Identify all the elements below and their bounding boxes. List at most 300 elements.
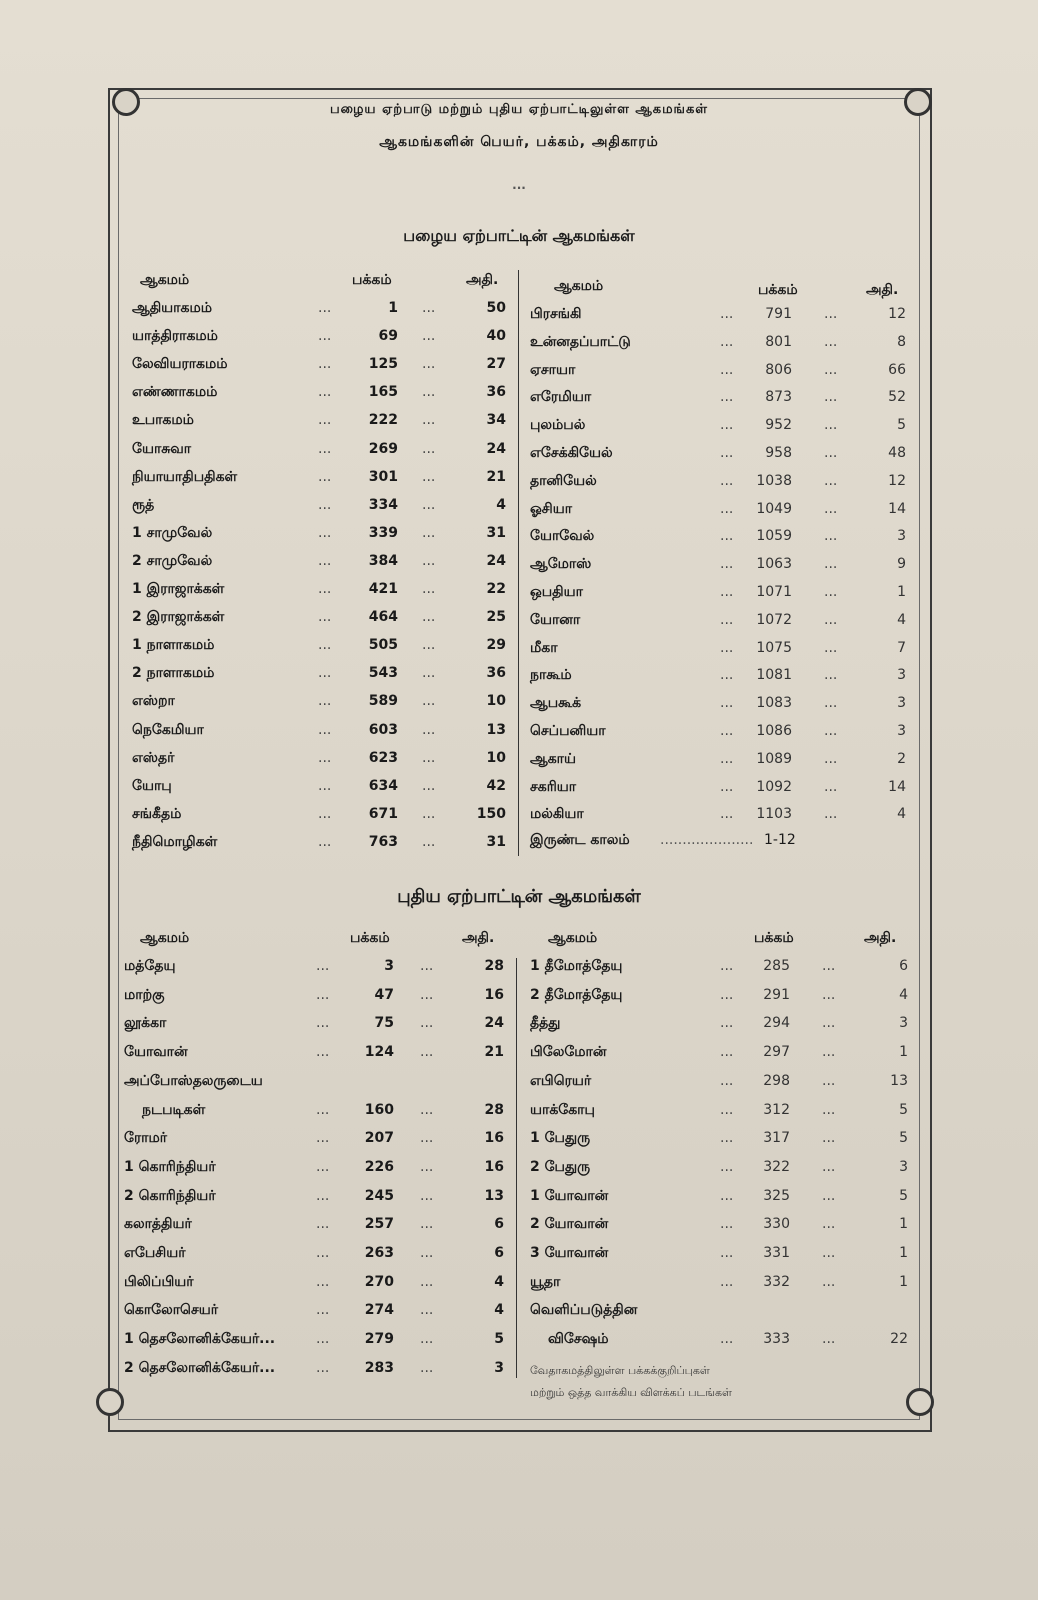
nt-left-row — [124, 1360, 510, 1386]
book-name: 1 கொரிந்தியர் — [124, 1158, 216, 1175]
ot-left-row — [132, 722, 512, 748]
ot-right-row — [530, 306, 910, 332]
dot-leader: ... — [720, 417, 734, 434]
chapter-count: 1 — [899, 1245, 908, 1261]
chapter-count: 31 — [486, 524, 506, 541]
nt-note-line-1: வேதாகமத்திலுள்ள பக்கக்குறிப்புகள் — [530, 1364, 710, 1377]
chapter-count: 24 — [484, 1015, 504, 1032]
page-number: 1103 — [756, 806, 792, 823]
nt-right-row — [530, 987, 910, 1013]
page-number: 331 — [763, 1245, 790, 1261]
heading-line-2: ஆகமங்களின் பெயர், பக்கம், அதிகாரம் — [379, 134, 659, 150]
chapter-count: 3 — [897, 667, 906, 684]
chapter-count: 16 — [484, 986, 504, 1003]
dot-leader: ... — [316, 1359, 330, 1376]
dot-leader: ... — [316, 986, 330, 1003]
dot-leader: ... — [316, 1187, 330, 1204]
page-number: 1049 — [756, 500, 792, 517]
dot-leader: ... — [824, 472, 838, 489]
dot-leader: ... — [824, 528, 838, 545]
page-number: 322 — [763, 1158, 790, 1175]
ot-left-row — [132, 497, 512, 523]
book-name: ஏசாயா — [530, 361, 576, 378]
page-number: 301 — [368, 468, 398, 485]
chapter-count: 3 — [897, 723, 906, 739]
book-name: ஒபதியா — [530, 584, 583, 600]
dot-leader: ... — [422, 721, 436, 738]
dot-leader: ... — [316, 1101, 330, 1118]
page-number: 873 — [765, 389, 792, 406]
dot-leader: ... — [316, 958, 330, 974]
chapter-count: 5 — [899, 1101, 908, 1118]
ot-left-row — [132, 806, 512, 832]
dot-leader: ... — [720, 1158, 734, 1175]
ot-right-row — [530, 528, 910, 554]
dot-leader: ... — [822, 958, 836, 974]
nt-right-row — [530, 1130, 910, 1156]
dot-leader: ... — [316, 1044, 330, 1061]
dot-leader: ... — [420, 986, 434, 1003]
page-number: 1 — [388, 300, 398, 316]
chapter-count: 3 — [494, 1359, 504, 1376]
dot-leader: ... — [318, 524, 332, 541]
ot-left-row — [132, 581, 512, 607]
dot-leader: ... — [720, 1245, 734, 1261]
nt-right-row — [530, 1159, 910, 1185]
new-testament-title: புதிய ஏற்பாட்டின் ஆகமங்கள் — [397, 886, 641, 907]
page-number: 332 — [763, 1273, 790, 1290]
chapter-count: 28 — [484, 958, 504, 974]
dot-leader: ... — [318, 693, 332, 710]
chapter-count: 21 — [484, 1044, 504, 1061]
page-number: 330 — [763, 1216, 790, 1233]
dot-leader: ... — [822, 1044, 836, 1061]
chapter-count: 52 — [888, 389, 906, 406]
page-number: 334 — [368, 496, 398, 513]
dot-leader: ... — [824, 778, 838, 795]
dot-leader: ... — [824, 584, 838, 600]
chapter-count: 9 — [897, 556, 906, 573]
nt-left-row — [124, 1130, 510, 1156]
dot-leader: ... — [318, 777, 332, 794]
dot-leader: ... — [824, 389, 838, 406]
chapter-count: 40 — [486, 328, 506, 345]
ot-left-row — [132, 637, 512, 663]
dot-leader: ... — [822, 1245, 836, 1261]
chapter-count: 6 — [494, 1216, 504, 1233]
page-number: 603 — [368, 721, 398, 738]
nt-right-row — [530, 1015, 910, 1041]
dot-leader: ... — [420, 1359, 434, 1376]
page-number: 505 — [368, 637, 398, 654]
dot-leader: ... — [318, 609, 332, 626]
chapter-count: 29 — [486, 637, 506, 654]
dot-leader: ... — [720, 1130, 734, 1147]
book-name: எண்ணாகமம் — [132, 384, 218, 401]
ot-left-row — [132, 384, 512, 410]
chapter-count: 14 — [888, 778, 906, 795]
page-number: 283 — [364, 1359, 394, 1376]
page-number: 1059 — [756, 528, 792, 545]
chapter-count: 25 — [486, 609, 506, 626]
book-name: புலம்பல் — [530, 417, 586, 434]
page-number: 543 — [368, 665, 398, 682]
book-name: எபேசியர் — [124, 1245, 186, 1261]
chapter-count: 27 — [486, 356, 506, 373]
dot-leader: ... — [824, 306, 838, 322]
ot-right-row — [530, 584, 910, 610]
dot-leader: ... — [318, 749, 332, 766]
dot-leader: ... — [318, 384, 332, 401]
page-number: 1071 — [756, 584, 792, 600]
dot-leader: ... — [420, 1273, 434, 1290]
chapter-count: 4 — [496, 496, 506, 513]
dot-leader: ... — [422, 496, 436, 513]
chapter-count: 1 — [899, 1273, 908, 1290]
dot-leader: ... — [720, 1072, 734, 1089]
dot-leader: ... — [822, 1130, 836, 1147]
ot-left-row — [132, 356, 512, 382]
chapter-count: 21 — [486, 468, 506, 485]
nt-left-header-chapter: அதி. — [462, 930, 495, 946]
ot-right-row — [530, 501, 910, 527]
ot-left-row — [132, 693, 512, 719]
dot-leader: ... — [422, 328, 436, 345]
dot-leader: ... — [720, 986, 734, 1003]
chapter-count: 3 — [897, 528, 906, 545]
dot-leader: ... — [318, 328, 332, 345]
book-name: நடபடிகள் — [142, 1101, 206, 1118]
chapter-count: 42 — [486, 777, 506, 794]
page-number: 47 — [374, 986, 394, 1003]
chapter-count: 4 — [897, 611, 906, 628]
page-number: 274 — [364, 1302, 394, 1319]
dot-leader: ... — [822, 1273, 836, 1290]
nt-right-row — [530, 1302, 910, 1328]
page-number: 325 — [763, 1187, 790, 1204]
ot-right-row — [530, 779, 910, 805]
page-number: 952 — [765, 417, 792, 434]
page-number: 1092 — [756, 778, 792, 795]
page-number: 806 — [765, 361, 792, 378]
dot-leader: ... — [822, 1101, 836, 1118]
dot-leader: ... — [422, 637, 436, 654]
ot-left-row — [132, 750, 512, 776]
dot-leader: ... — [422, 384, 436, 401]
page-number: 160 — [364, 1101, 394, 1118]
page-number: 312 — [763, 1101, 790, 1118]
page-number: 339 — [368, 524, 398, 541]
book-name: கொலோசெயர் — [124, 1302, 219, 1319]
dot-leader: ... — [720, 695, 734, 712]
book-name: யூதா — [530, 1273, 561, 1290]
dot-leader: ... — [420, 1245, 434, 1261]
chapter-count: 12 — [888, 306, 906, 322]
dot-leader: ... — [422, 300, 436, 316]
nt-left-row — [124, 1102, 510, 1128]
page-number: 207 — [364, 1130, 394, 1147]
dot-leader: ... — [720, 958, 734, 974]
page-number: 671 — [368, 805, 398, 822]
dot-leader: ... — [422, 581, 436, 597]
nt-right-row — [530, 1073, 910, 1099]
dot-leader: ... — [720, 1331, 734, 1348]
nt-left-header-book: ஆகமம் — [140, 930, 190, 946]
chapter-count: 4 — [897, 806, 906, 823]
dot-leader: ... — [822, 1216, 836, 1233]
chapter-count: 6 — [494, 1245, 504, 1261]
chapter-count: 4 — [494, 1302, 504, 1319]
book-name: 1 இராஜாக்கள் — [132, 581, 225, 597]
nt-left-row — [124, 1216, 510, 1242]
dot-leader: ... — [420, 958, 434, 974]
dot-leader: ... — [316, 1130, 330, 1147]
dot-leader: ... — [822, 1158, 836, 1175]
ot-left-row — [132, 553, 512, 579]
book-name: செப்பனியா — [530, 723, 606, 739]
dot-leader: ... — [422, 440, 436, 457]
nt-left-row — [124, 1245, 510, 1271]
dot-leader: ... — [824, 723, 838, 739]
book-name: ஓசியா — [530, 500, 573, 517]
dot-leader: ... — [318, 468, 332, 485]
dot-leader: ... — [318, 412, 332, 429]
page-number: 165 — [368, 384, 398, 401]
page-number: 1086 — [756, 723, 792, 739]
chapter-count: 3 — [899, 1015, 908, 1032]
book-name: 2 கொரிந்தியர் — [124, 1187, 216, 1204]
ot-left-row — [132, 665, 512, 691]
page-number: 257 — [364, 1216, 394, 1233]
dot-leader: ... — [318, 496, 332, 513]
page-number: 1063 — [756, 556, 792, 573]
page-number: 3 — [384, 958, 394, 974]
book-name: யாக்கோபு — [530, 1101, 595, 1118]
ot-left-header-page: பக்கம் — [352, 272, 392, 288]
ot-left-row — [132, 609, 512, 635]
chapter-count: 1 — [899, 1216, 908, 1233]
dot-leader: ... — [824, 445, 838, 461]
dot-leader: ... — [822, 1331, 836, 1348]
chapter-count: 28 — [484, 1101, 504, 1118]
book-name: ரோமர் — [124, 1130, 168, 1147]
heading-separator: ... — [512, 178, 526, 192]
dot-leader: ... — [720, 556, 734, 573]
chapter-count: 1 — [899, 1044, 908, 1061]
book-name: பிலேமோன் — [530, 1044, 607, 1061]
old-testament-title: பழைய ஏற்பாட்டின் ஆகமங்கள் — [403, 226, 635, 245]
nt-right-row — [530, 1216, 910, 1242]
chapter-count: 3 — [899, 1158, 908, 1175]
dot-leader: ... — [420, 1187, 434, 1204]
book-name: லேவியராகமம் — [132, 356, 228, 373]
ot-right-row — [530, 556, 910, 582]
nt-left-row — [124, 1188, 510, 1214]
dot-leader: ... — [720, 306, 734, 322]
chapter-count: 5 — [494, 1331, 504, 1348]
book-name: தீத்து — [530, 1015, 561, 1032]
nt-right-header-page: பக்கம் — [754, 930, 794, 946]
page-number: 464 — [368, 609, 398, 626]
book-name: யோவேல் — [530, 528, 595, 545]
dot-leader: ... — [720, 723, 734, 739]
dot-leader: ... — [824, 667, 838, 684]
dot-leader: ... — [822, 1187, 836, 1204]
book-name: ஆபகூக் — [530, 695, 582, 712]
nt-left-row — [124, 958, 510, 984]
nt-left-row — [124, 1302, 510, 1328]
book-name: ஆமோஸ் — [530, 556, 592, 573]
book-name: எபிரெயர் — [530, 1072, 592, 1089]
book-name: தானியேல் — [530, 472, 597, 489]
chapter-count: 13 — [890, 1072, 908, 1089]
ot-right-row — [530, 806, 910, 832]
chapter-count: 10 — [486, 749, 506, 766]
book-name: 1 சாமுவேல் — [132, 524, 213, 541]
dot-leader: ... — [824, 639, 838, 656]
chapter-count: 36 — [486, 384, 506, 401]
page-number: 69 — [378, 328, 398, 345]
chapter-count: 6 — [899, 958, 908, 974]
page-number: 279 — [364, 1331, 394, 1348]
page-number: 634 — [368, 777, 398, 794]
chapter-count: 13 — [486, 721, 506, 738]
book-name: 2 யோவான் — [530, 1216, 609, 1233]
page-number: 317 — [763, 1130, 790, 1147]
dot-leader: ... — [318, 552, 332, 569]
page-number: 1081 — [756, 667, 792, 684]
nt-right-header-chapter: அதி. — [864, 930, 897, 946]
book-name: எரேமியா — [530, 389, 592, 406]
ot-column-divider — [518, 270, 519, 856]
dot-leader: ... — [824, 556, 838, 573]
book-name: மல்கியா — [530, 806, 584, 823]
book-name: 2 தெசலோனிக்கேயர்... — [124, 1359, 276, 1376]
ot-right-row — [530, 445, 910, 471]
dot-leader: ... — [720, 1015, 734, 1032]
book-name: எஸ்றா — [132, 693, 175, 710]
dot-leader: ... — [822, 1015, 836, 1032]
ot-left-row — [132, 441, 512, 467]
chapter-count: 50 — [486, 300, 506, 316]
book-name: எஸ்தர் — [132, 749, 175, 766]
book-name: ரூத் — [132, 496, 155, 513]
page-number: 1089 — [756, 750, 792, 767]
book-name: 2 இராஜாக்கள் — [132, 609, 225, 626]
ot-right-row — [530, 612, 910, 638]
ot-footer-value: 1-12 — [764, 832, 796, 848]
ot-right-header-chapter: அதி. — [866, 282, 899, 298]
page-number: 226 — [364, 1158, 394, 1175]
page-number: 1072 — [756, 611, 792, 628]
chapter-count: 12 — [888, 472, 906, 489]
page-number: 245 — [364, 1187, 394, 1204]
nt-left-header-page: பக்கம் — [350, 930, 390, 946]
ot-left-header-book: ஆகமம் — [140, 272, 190, 288]
page-number: 222 — [368, 412, 398, 429]
page-number: 294 — [763, 1015, 790, 1032]
ot-left-row — [132, 469, 512, 495]
dot-leader: ... — [420, 1130, 434, 1147]
dot-leader: ... — [316, 1245, 330, 1261]
dot-leader: ... — [318, 637, 332, 654]
book-name: 2 தீமோத்தேயு — [530, 986, 623, 1003]
dot-leader: ... — [824, 611, 838, 628]
chapter-count: 4 — [899, 986, 908, 1003]
dot-leader: ... — [422, 665, 436, 682]
nt-left-row — [124, 1015, 510, 1041]
dot-leader: ... — [420, 1015, 434, 1032]
page-number: 623 — [368, 749, 398, 766]
book-name: வெளிப்படுத்தின — [530, 1302, 638, 1319]
page-number: 269 — [368, 440, 398, 457]
book-name: மாற்கு — [124, 986, 165, 1003]
chapter-count: 7 — [897, 639, 906, 656]
dot-leader: ... — [720, 1187, 734, 1204]
nt-note-line-2: மற்றும் ஒத்த வாக்கிய விளக்கப் படங்கள் — [530, 1386, 732, 1399]
dot-leader: ... — [720, 806, 734, 823]
chapter-count: 8 — [897, 333, 906, 350]
page-number: 1038 — [756, 472, 792, 489]
dot-leader: ... — [316, 1216, 330, 1233]
corner-ornament-icon — [96, 1388, 124, 1416]
dot-leader: ... — [720, 1216, 734, 1233]
page-number: 285 — [763, 958, 790, 974]
chapter-count: 16 — [484, 1130, 504, 1147]
ot-left-row — [132, 328, 512, 354]
dot-leader: ... — [720, 1044, 734, 1061]
ot-right-header-book: ஆகமம் — [554, 278, 604, 294]
nt-right-row — [530, 1245, 910, 1271]
book-name: உபாகமம் — [132, 412, 194, 429]
dot-leader: ... — [720, 472, 734, 489]
dot-leader: ... — [420, 1158, 434, 1175]
book-name: நியாயாதிபதிகள் — [132, 468, 238, 485]
book-name: 3 யோவான் — [530, 1245, 609, 1261]
book-name: மீகா — [530, 639, 558, 656]
dot-leader: ... — [420, 1101, 434, 1118]
page-number: 333 — [763, 1331, 790, 1348]
page-number: 791 — [765, 306, 792, 322]
ot-left-row — [132, 525, 512, 551]
ot-right-row — [530, 640, 910, 666]
book-name: யோபு — [132, 777, 172, 794]
chapter-count: 22 — [486, 581, 506, 597]
page-number: 125 — [368, 356, 398, 373]
chapter-count: 34 — [486, 412, 506, 429]
heading-line-1: பழைய ஏற்பாடு மற்றும் புதிய ஏற்பாட்டிலுள்ள ஆகமங்கள் — [330, 102, 708, 117]
ot-right-header-page: பக்கம் — [758, 282, 798, 298]
dot-leader: ... — [824, 750, 838, 767]
dot-leader: ... — [824, 361, 838, 378]
chapter-count: 5 — [899, 1187, 908, 1204]
dot-leader: ... — [720, 361, 734, 378]
book-name: பிரசங்கி — [530, 306, 582, 322]
chapter-count: 22 — [890, 1331, 908, 1348]
book-name: 1 நாளாகமம் — [132, 637, 215, 654]
dot-leader: ... — [422, 833, 436, 850]
nt-right-row — [530, 1044, 910, 1070]
book-name: பிலிப்பியர் — [124, 1273, 194, 1290]
dot-leader: ... — [824, 806, 838, 823]
ot-left-row — [132, 300, 512, 326]
dot-leader: ... — [422, 693, 436, 710]
page-number: 297 — [763, 1044, 790, 1061]
dot-leader: ... — [422, 468, 436, 485]
ot-footer-name: இருண்ட காலம் — [530, 832, 630, 848]
page-number: 291 — [763, 986, 790, 1003]
corner-ornament-icon — [906, 1388, 934, 1416]
